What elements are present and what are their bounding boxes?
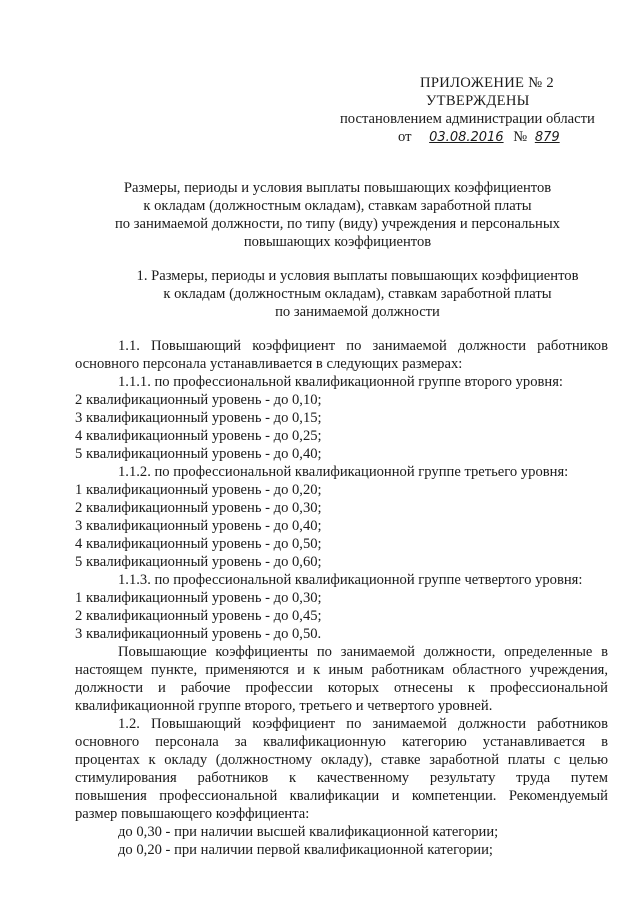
appendix-number: ПРИЛОЖЕНИЕ № 2 (420, 75, 554, 91)
list-item: 5 квалификационный уровень - до 0,60; (75, 554, 322, 570)
list-item: 3 квалификационный уровень - до 0,40; (75, 518, 322, 534)
list-item: 4 квалификационный уровень - до 0,50; (75, 536, 322, 552)
paragraph-1-2-line-4: стимулирования работников к качественному результату труда путем (75, 770, 608, 786)
approved-label: УТВЕРЖДЕНЫ (426, 93, 530, 109)
list-item: 2 квалификационный уровень - до 0,10; (75, 392, 322, 408)
resolution-label: постановлением администрации области (340, 111, 595, 127)
list-item: 1 квалификационный уровень - до 0,30; (75, 590, 322, 606)
group-4-heading: 1.1.3. по профессиональной квалификационной группе четвертого уровня: (118, 572, 583, 588)
paragraph-1-1-line-1: 1.1. Повышающий коэффициент по занимаемой должности работников (118, 338, 608, 354)
section-heading-line-3: по занимаемой должности (275, 304, 440, 320)
list-item: 3 квалификационный уровень - до 0,15; (75, 410, 322, 426)
note-line-1: Повышающие коэффициенты по занимаемой должности, определенные в (118, 644, 608, 660)
list-item: 4 квалификационный уровень - до 0,25; (75, 428, 322, 444)
title-line-3: по занимаемой должности, по типу (виду) учреждения и персональных (115, 216, 560, 232)
handwritten-date: 03.08.2016 (429, 130, 504, 145)
note-line-2: настоящем пункте, применяются и к иным работникам областного учреждения, (75, 662, 608, 678)
list-item: 2 квалификационный уровень - до 0,30; (75, 500, 322, 516)
number-label: № (513, 129, 528, 145)
section-heading-line-2: к окладам (должностным окладам), ставкам заработной платы (163, 286, 552, 302)
list-item: 5 квалификационный уровень - до 0,40; (75, 446, 322, 462)
paragraph-1-2-line-5: повышения профессиональной квалификации и компетенции. Рекомендуемый (75, 788, 608, 804)
note-line-4: квалификационной группе второго, третьего и четвертого уровней. (75, 698, 493, 714)
list-item: 1 квалификационный уровень - до 0,20; (75, 482, 322, 498)
list-item: 3 квалификационный уровень - до 0,50. (75, 626, 322, 642)
from-label: от (398, 129, 412, 145)
title-line-2: к окладам (должностным окладам), ставкам заработной платы (143, 198, 532, 214)
paragraph-1-2-line-1: 1.2. Повышающий коэффициент по занимаемой должности работников (118, 716, 608, 732)
document-date-line (398, 129, 560, 146)
title-line-4: повышающих коэффициентов (243, 234, 432, 250)
section-heading-line-1: 1. Размеры, периоды и условия выплаты повышающих коэффициентов (136, 268, 579, 284)
paragraph-1-2-line-2: основного персонала за квалификационную категорию устанавливается в (75, 734, 608, 750)
paragraph-1-1-line-2: основного персонала устанавливается в следующих размерах: (75, 356, 463, 372)
handwritten-number: 879 (534, 130, 560, 145)
group-3-heading: 1.1.2. по профессиональной квалификационной группе третьего уровня: (118, 464, 569, 480)
group-2-heading: 1.1.1. по профессиональной квалификационной группе второго уровня: (118, 374, 563, 390)
paragraph-1-2-line-3: процентах к окладу (должностному окладу), ставке заработной платы с целью (75, 752, 608, 768)
list-item: 2 квалификационный уровень - до 0,45; (75, 608, 322, 624)
list-item: до 0,30 - при наличии высшей квалификационной категории; (118, 824, 499, 840)
paragraph-1-2-line-6: размер повышающего коэффициента: (75, 806, 310, 822)
title-line-1: Размеры, периоды и условия выплаты повышающих коэффициентов (123, 180, 552, 196)
note-line-3: должности и рабочие профессии которых отнесены к профессиональной (75, 680, 608, 696)
list-item: до 0,20 - при наличии первой квалификационной категории; (118, 842, 493, 858)
